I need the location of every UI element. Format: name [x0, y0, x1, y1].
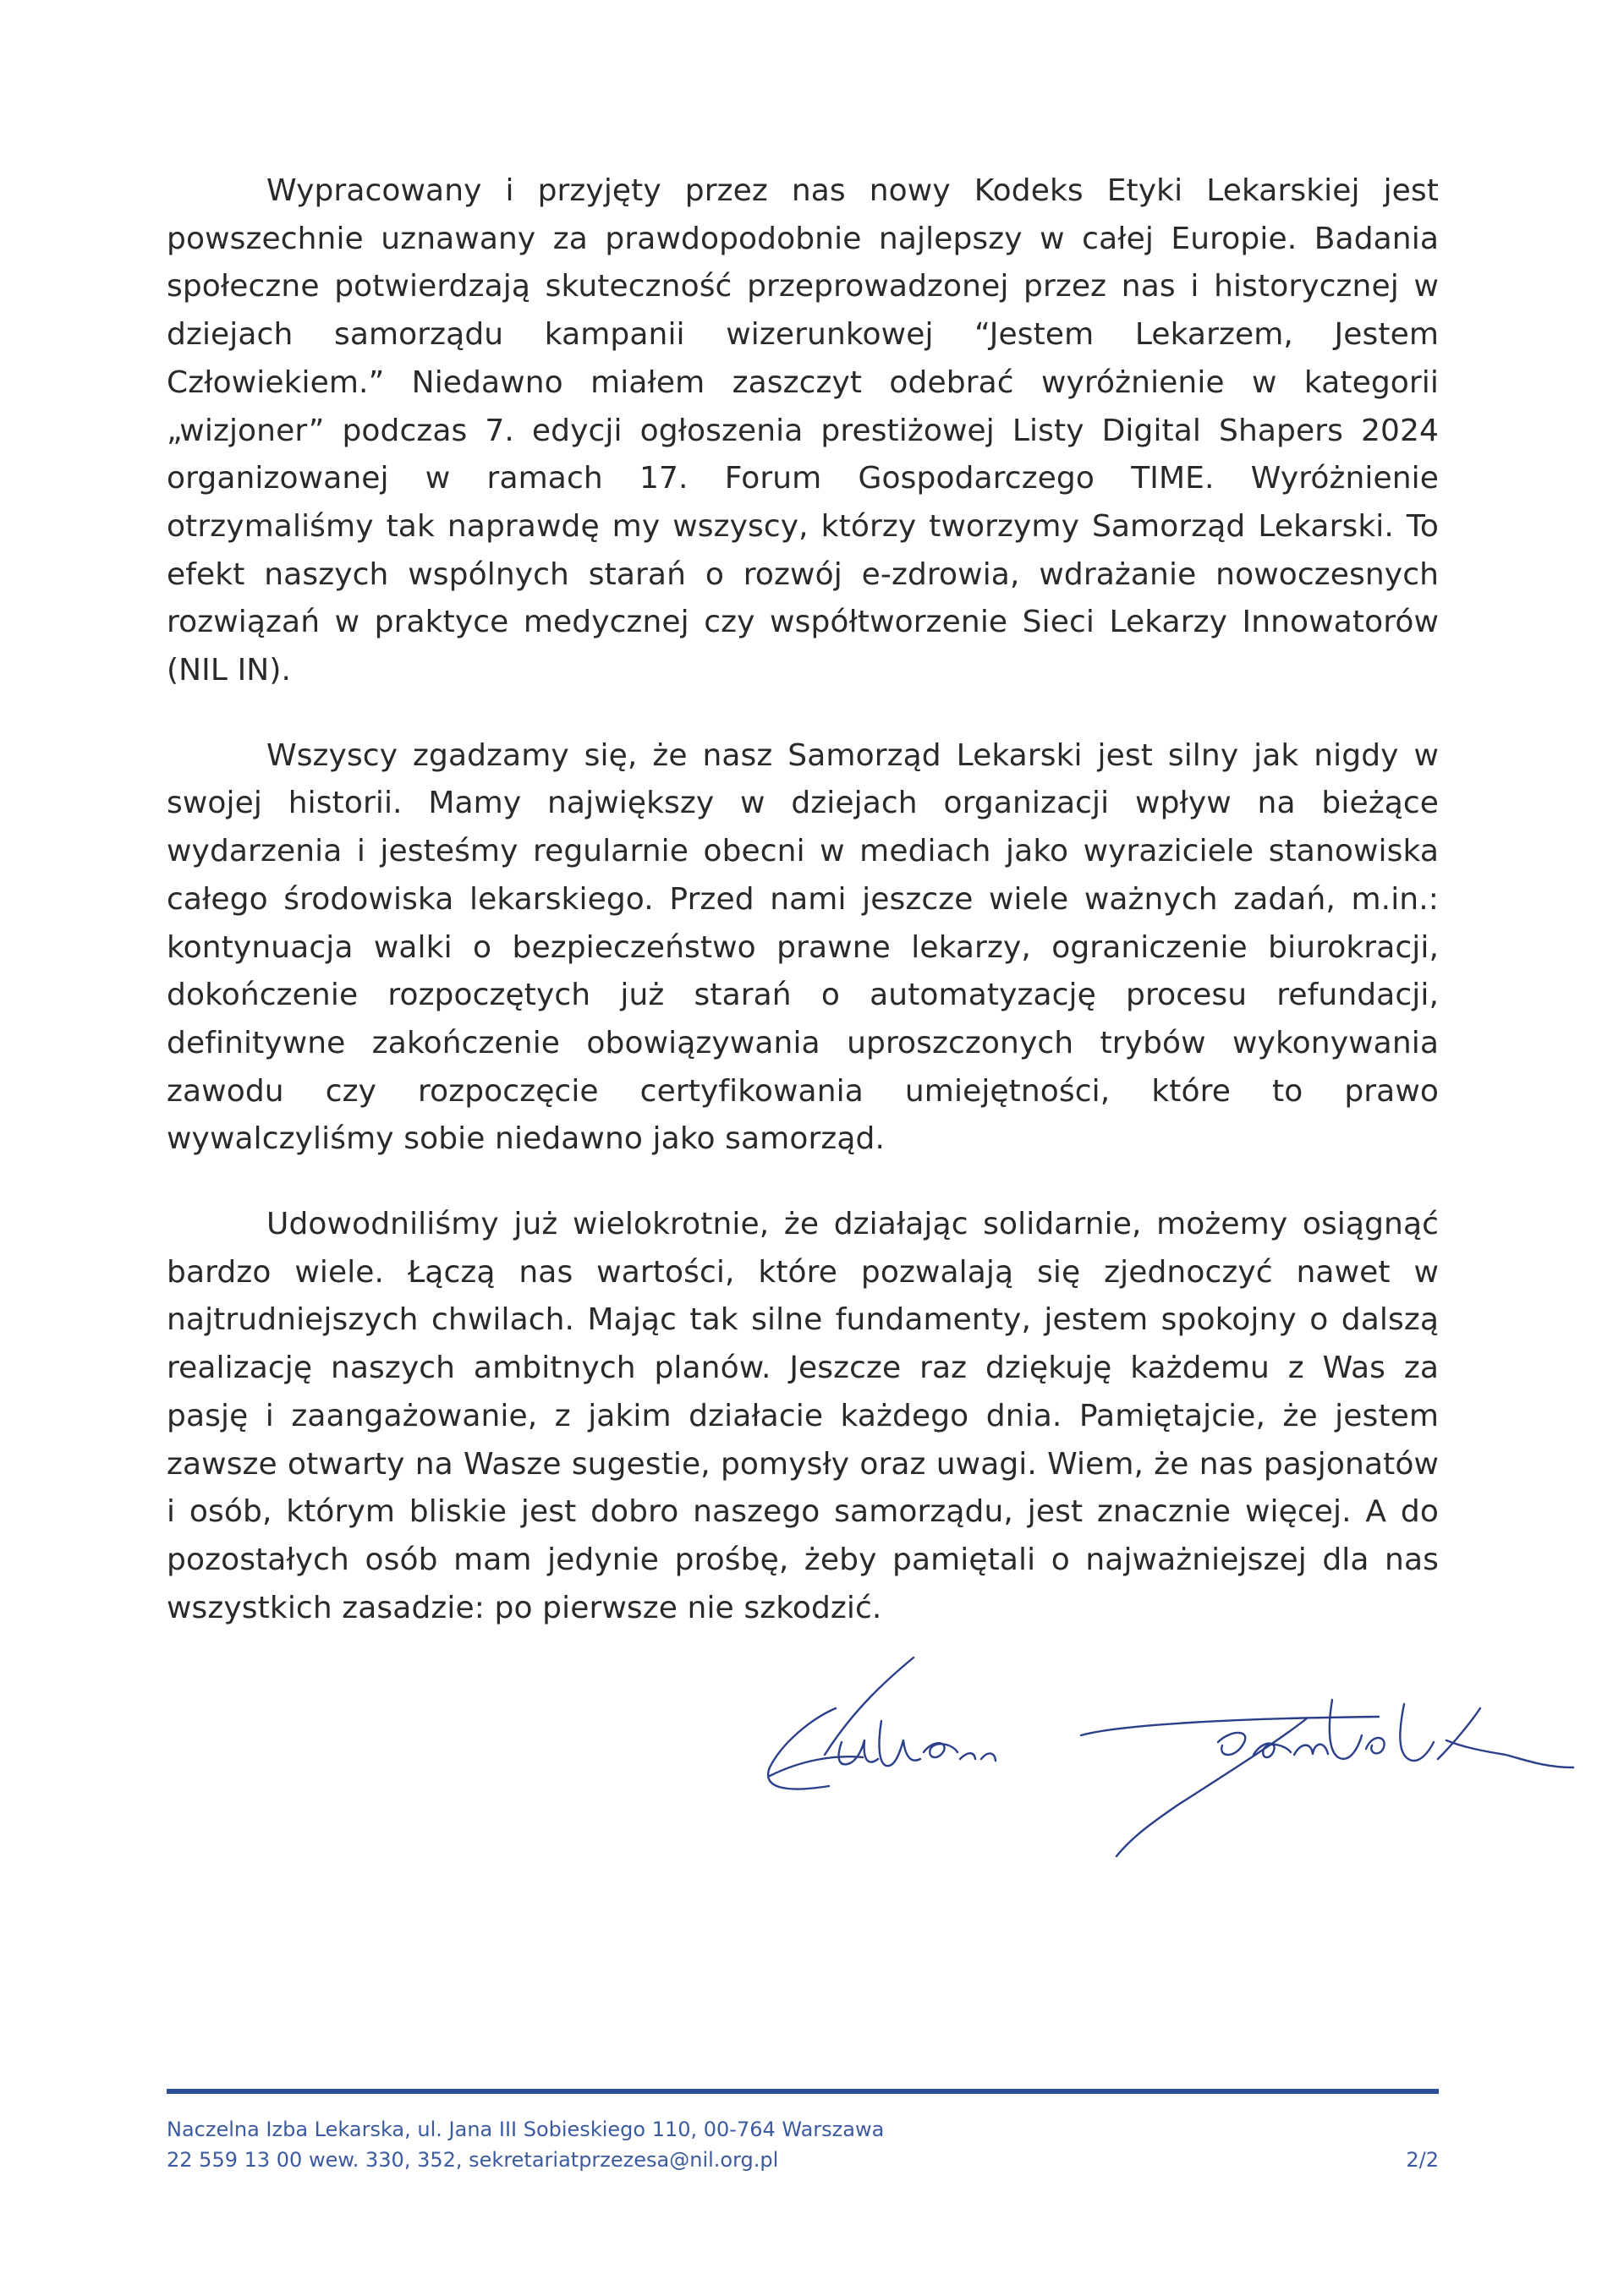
letter-body: [167, 167, 1439, 1669]
letter-footer: [167, 2114, 1439, 2175]
handwritten-signature: [736, 1641, 1582, 1860]
signature-icon: [736, 1641, 1582, 1860]
page-number: 2/2: [1406, 2148, 1439, 2172]
paragraph-3: Udowodniliśmy już wielokrotnie, że działając solidarnie, możemy osiągnąć bardzo wiele. Łączą nas wartości, które pozwalają się zjednoczyć nawet w najtrudniejszych chwilach. Mając tak silne fundamenty, jestem spokojny o dalszą realizację naszych ambitnych planów. Jeszcze raz dziękuję każdemu z Was za pasję i zaangażowanie, z jakim działacie każdego dnia. Pamiętajcie, że jestem zawsze otwarty na Wasze sugestie, pomysły oraz uwagi. Wiem, że nas pasjonatów i osób, którym bliskie jest dobro naszego samorządu, jest znacznie więcej. A do pozostałych osób mam jedynie prośbę, żeby pamiętali o najważniejszej dla nas wszystkich zasadzie: po pierwsze nie szkodzić.: [167, 1207, 1439, 1625]
paragraph-2: Wszyscy zgadzamy się, że nasz Samorząd Lekarski jest silny jak nigdy w swojej historii. Mamy największy w dziejach organizacji wpływ na bieżące wydarzenia i jesteśmy regularnie obecni w mediach jako wyraziciele stanowiska całego środowiska lekarskiego. Przed nami jeszcze wiele ważnych zadań, m.in.: kontynuacja walki o bezpieczeństwo prawne lekarzy, ograniczenie biurokracji, dokończenie rozpoczętych już starań o automatyzację procesu refundacji, definitywne zakończenie obowiązywania uproszczonych trybów wykonywania zawodu czy rozpoczęcie certyfikowania umiejętności, które to prawo wywalczyliśmy sobie niedawno jako samorząd.: [167, 737, 1439, 1157]
footer-divider: [167, 2089, 1439, 2094]
footer-contact: 22 559 13 00 wew. 330, 352, sekretariatprzezesa@nil.org.pl: [167, 2148, 779, 2172]
footer-address: Naczelna Izba Lekarska, ul. Jana III Sobieskiego 110, 00-764 Warszawa: [167, 2118, 885, 2141]
paragraph-1: Wypracowany i przyjęty przez nas nowy Kodeks Etyki Lekarskiej jest powszechnie uznawany za prawdopodobnie najlepszy w całej Europie. Badania społeczne potwierdzają skuteczność przeprowadzonej przez nas i historycznej w dziejach samorządu kampanii wizerunkowej “Jestem Lekarzem, Jestem Człowiekiem.” Niedawno miałem zaszczyt odebrać wyróżnienie w kategorii „wizjoner” podczas 7. edycji ogłoszenia prestiżowej Listy Digital Shapers 2024 organizowanej w ramach 17. Forum Gospodarczego TIME. Wyróżnienie otrzymaliśmy tak naprawdę my wszyscy, którzy tworzymy Samorząd Lekarski. To efekt naszych wspólnych starań o rozwój e-zdrowia, wdrażanie nowoczesnych rozwiązań w praktyce medycznej czy współtworzenie Sieci Lekarzy Innowatorów (NIL IN).: [167, 173, 1439, 688]
